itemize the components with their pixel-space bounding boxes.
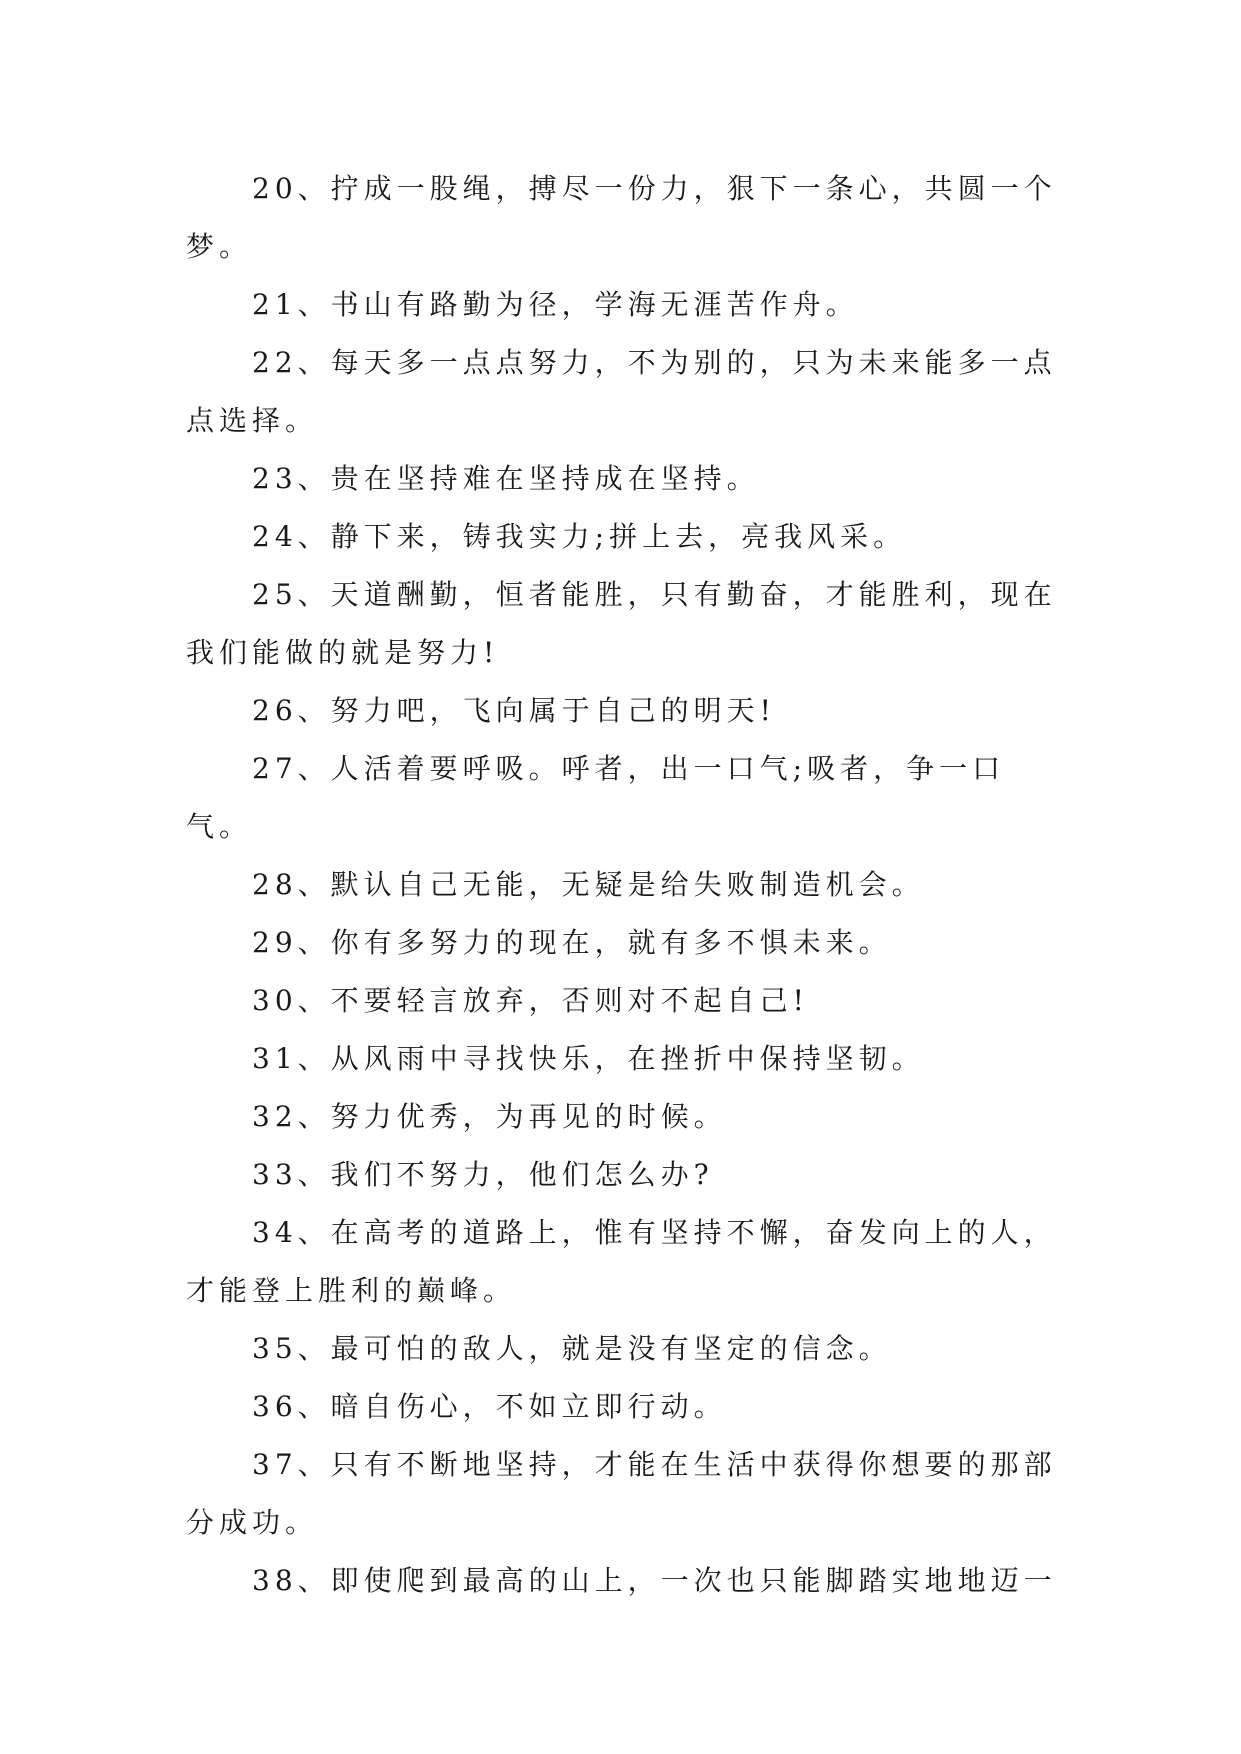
entry-separator: 、 (297, 1564, 331, 1597)
entry-separator: 、 (297, 1100, 331, 1133)
entry-text: 贵在坚持难在坚持成在坚持。 (330, 462, 760, 495)
entry-number: 24 (252, 520, 298, 553)
entry-separator: 、 (297, 1448, 331, 1481)
entry-number: 33 (252, 1158, 298, 1191)
entry-separator: 、 (297, 346, 331, 379)
list-item (186, 1088, 1066, 1146)
entry-number: 25 (252, 578, 298, 611)
entry-text: 拧成一股绳，搏尽一份力，狠下一条心，共圆一个梦。 (186, 172, 1057, 263)
entry-separator: 、 (297, 752, 331, 785)
entry-text: 默认自己无能，无疑是给失败制造机会。 (330, 868, 925, 901)
entry-separator: 、 (297, 578, 331, 611)
entry-separator: 、 (297, 926, 331, 959)
entry-text: 最可怕的敌人，就是没有坚定的信念。 (330, 1332, 892, 1365)
list-item (186, 1146, 1066, 1204)
entry-number: 34 (252, 1216, 298, 1249)
list-item (186, 856, 1066, 914)
entry-text: 不要轻言放弃，否则对不起自己! (330, 984, 809, 1017)
entry-number: 21 (252, 288, 298, 321)
entry-number: 30 (252, 984, 298, 1017)
entry-separator: 、 (297, 1332, 331, 1365)
entry-text: 静下来，铸我实力;拼上去，亮我风采。 (330, 520, 907, 553)
entry-number: 23 (252, 462, 298, 495)
entry-text: 我们不努力，他们怎么办? (330, 1158, 714, 1191)
entry-number: 31 (252, 1042, 298, 1075)
entry-number: 27 (252, 752, 298, 785)
entry-list (186, 160, 1066, 1610)
list-item (186, 450, 1066, 508)
entry-text: 你有多努力的现在，就有多不惧未来。 (330, 926, 892, 959)
list-item (186, 682, 1066, 740)
entry-separator: 、 (297, 1216, 331, 1249)
entry-text: 在高考的道路上，惟有坚持不懈，奋发向上的人，才能登上胜利的巅峰。 (186, 1216, 1057, 1307)
entry-separator: 、 (297, 520, 331, 553)
list-item (186, 508, 1066, 566)
list-item (186, 1320, 1066, 1378)
list-item (186, 740, 1066, 856)
entry-number: 20 (252, 172, 298, 205)
entry-text: 暗自伤心，不如立即行动。 (330, 1390, 727, 1423)
entry-text: 每天多一点点努力，不为别的，只为未来能多一点点选择。 (186, 346, 1057, 437)
entry-text: 即使爬到最高的山上，一次也只能脚踏实地地迈一 (330, 1564, 1057, 1597)
entry-number: 22 (252, 346, 298, 379)
list-item (186, 334, 1066, 450)
entry-number: 37 (252, 1448, 298, 1481)
entry-number: 32 (252, 1100, 298, 1133)
entry-number: 29 (252, 926, 298, 959)
list-item (186, 1378, 1066, 1436)
list-item (186, 1030, 1066, 1088)
entry-separator: 、 (297, 984, 331, 1017)
entry-separator: 、 (297, 1042, 331, 1075)
list-item (186, 1436, 1066, 1552)
entry-number: 28 (252, 868, 298, 901)
entry-number: 26 (252, 694, 298, 727)
list-item (186, 914, 1066, 972)
entry-number: 38 (252, 1564, 298, 1597)
entry-separator: 、 (297, 694, 331, 727)
entry-separator: 、 (297, 288, 331, 321)
entry-text: 从风雨中寻找快乐，在挫折中保持坚韧。 (330, 1042, 925, 1075)
list-item (186, 160, 1066, 276)
entry-separator: 、 (297, 172, 331, 205)
entry-text: 只有不断地坚持，才能在生活中获得你想要的那部分成功。 (186, 1448, 1057, 1539)
list-item (186, 1204, 1066, 1320)
entry-number: 35 (252, 1332, 298, 1365)
entry-text: 努力优秀，为再见的时候。 (330, 1100, 727, 1133)
entry-separator: 、 (297, 868, 331, 901)
list-item (186, 276, 1066, 334)
entry-text: 天道酬勤，恒者能胜，只有勤奋，才能胜利，现在我们能做的就是努力! (186, 578, 1057, 669)
list-item (186, 1552, 1066, 1610)
entry-text: 人活着要呼吸。呼者，出一口气;吸者，争一口气。 (186, 752, 1006, 843)
entry-separator: 、 (297, 462, 331, 495)
entry-separator: 、 (297, 1390, 331, 1423)
list-item (186, 972, 1066, 1030)
entry-text: 努力吧，飞向属于自己的明天! (330, 694, 776, 727)
entry-text: 书山有路勤为径，学海无涯苦作舟。 (330, 288, 859, 321)
entry-number: 36 (252, 1390, 298, 1423)
entry-separator: 、 (297, 1158, 331, 1191)
list-item (186, 566, 1066, 682)
